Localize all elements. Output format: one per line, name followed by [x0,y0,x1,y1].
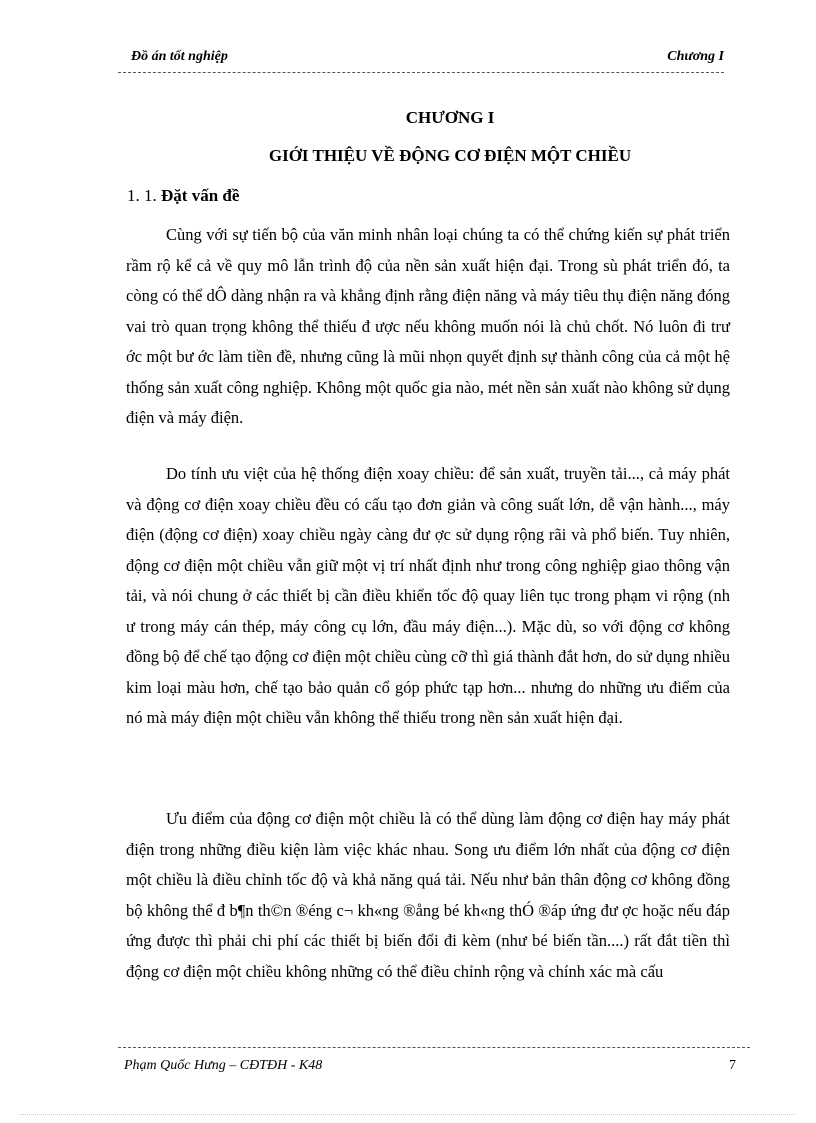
body-paragraph-1 [126,220,730,434]
footer-divider [118,1047,750,1048]
section-heading [127,186,239,206]
paragraph-text: Do tính ưu việt của hệ thống điện xoay chiều: để sản xuất, truyền tải..., cả máy phát và động cơ điện xoay chiều đều có cấu tạo đơn giản và công suất lớn, dễ vận hành..., máy điện (động cơ điện) xoay chiều ngày càng đư ợc sử dụng rộng rãi và phổ biến. Tuy nhiên, động cơ điện một chiều vẫn giữ một vị trí nhất định như trong công nghiệp giao thông vận tải, và nói chung ở các thiết bị cần điều khiển tốc độ quay liên tục trong phạm vi rộng (nh ư trong máy cán thép, máy công cụ lớn, đầu máy điện...). Mặc dù, so với động cơ không đồng bộ để chế tạo động cơ điện một chiều cùng cỡ thì giá thành đắt hơn, do sử dụng nhiều kim loại màu hơn, chế tạo bảo quản cổ góp phức tạp hơn... nhưng do những ưu điểm của nó mà máy điện một chiều vẫn không thể thiếu trong nền sản xuất hiện đại. [126,464,730,727]
chapter-title: CHƯƠNG I [405,108,495,127]
paragraph-text: Ưu điểm của động cơ điện một chiều là có thể dùng làm động cơ điện hay máy phát điện trong những điều kiện làm việc khác nhau. Song ưu điểm lớn nhất của động cơ điện một chiều là điều chỉnh tốc độ và khả năng quá tải. Nếu như bản thân động cơ không đồng bộ không thể đ b¶n th©n ®éng c¬ kh«ng ®ång bé kh«ng thÓ ®áp ứng đư ợc hoặc nếu đáp ứng được thì phải chi phí các thiết bị biến đổi đi kèm (như bé biến tần....) rất đắt tiền thì động cơ điện một chiều không những có thể điều chỉnh rộng và chính xác mà cấu [126,809,730,981]
section-number: 1. 1. [127,186,157,205]
footer-author: Phạm Quốc Hưng – CĐTĐH - K48 [124,1058,323,1073]
header-chapter-label: Chương I [667,49,724,64]
header-document-title: Đồ án tốt nghiệp [131,49,228,64]
paragraph-text: Cùng với sự tiến bộ của văn minh nhân loại chúng ta có thể chứng kiến sự phát triển rầm rộ kể cả về quy mô lẫn trình độ của nền sản xuất hiện đại. Trong sù phát triển đó, ta còng có thể dÔ dàng nhận ra và khẳng định rằng điện năng và máy tiêu thụ điện năng đóng vai trò quan trọng không thể thiếu đ ược nếu không muốn nói là chủ chốt. Nó luôn đi trư ớc một bư ớc làm tiền đề, nhưng cũng là mũi nhọn quyết định sự thành công của cả một hệ thống sản xuất công nghiệp. Không một quốc gia nào, mét nền sản xuất nào không sử dụng điện và máy điện. [126,225,730,427]
section-title: Đặt vấn đề [161,186,240,205]
body-paragraph-2 [126,459,730,734]
chapter-subtitle: GIỚI THIỆU VỀ ĐỘNG CƠ ĐIỆN MỘT CHIỀU [268,146,632,165]
header-divider [118,72,724,73]
page-number: 7 [729,1058,736,1073]
body-paragraph-3 [126,804,730,987]
page-edge-dots [20,1114,796,1115]
